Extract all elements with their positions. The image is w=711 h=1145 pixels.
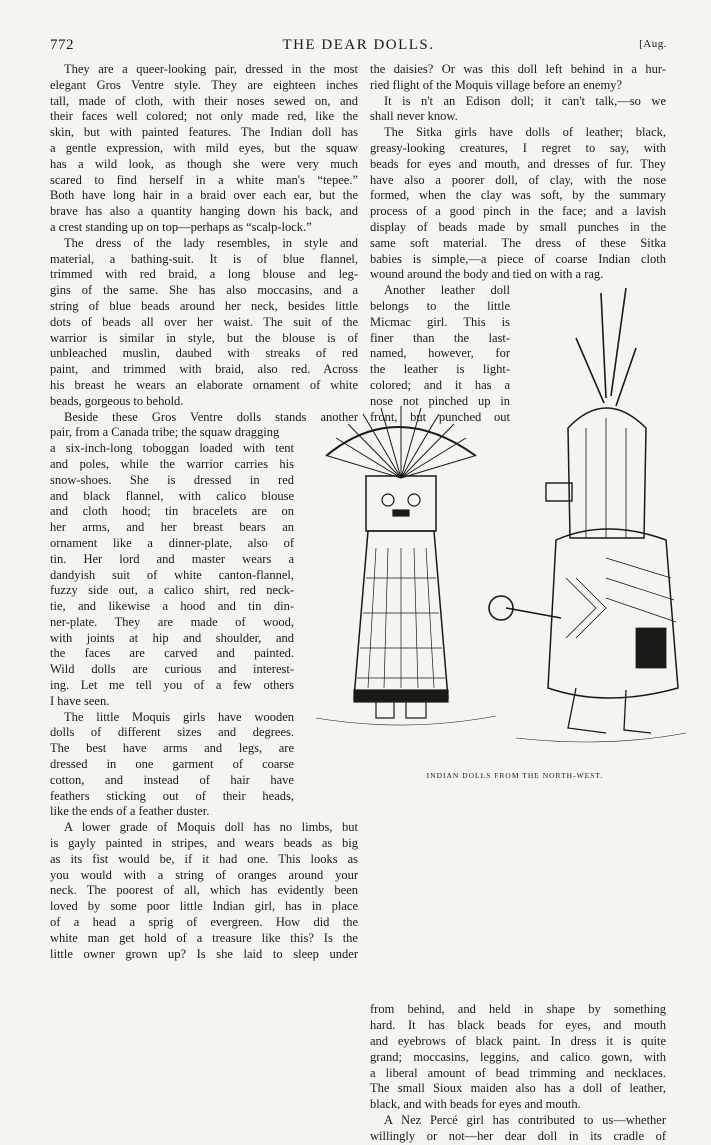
- text-line: front, but punched out: [370, 409, 510, 424]
- text-line: black, and with beads for eyes and mouth.: [370, 1097, 581, 1112]
- paragraph-moquis-wooden: [50, 710, 294, 821]
- running-title: THE DEAR DOLLS.: [282, 37, 435, 53]
- text-line: a six-inch-long toboggan loaded with tent: [50, 441, 294, 456]
- indian-dolls-illustration: [306, 278, 692, 766]
- text-line: shall never know.: [370, 109, 458, 124]
- text-line: from behind, and held in shape by something: [370, 1002, 666, 1017]
- illustration-caption: INDIAN DOLLS FROM THE NORTH-WEST.: [426, 771, 604, 780]
- text-line: wound around the body and tied on with a rag.: [370, 267, 604, 282]
- text-line: their faces well colored; not only made red, like the: [50, 109, 358, 124]
- text-line: her arms, and her breast bears an: [50, 520, 294, 535]
- narrow-text-block: [50, 441, 294, 710]
- text-line: cotton, and instead of hair have: [50, 772, 294, 787]
- text-line: string of blue beads around her neck, besides little: [50, 298, 358, 313]
- text-line: white man get hold of a treasure like this? Is the: [50, 930, 358, 945]
- text-line: formed, when the clay was soft, by the summary: [370, 188, 666, 203]
- text-line: his breast he wears an elaborate ornament of white: [50, 377, 358, 392]
- text-line: They are a queer-looking pair, dressed in the most: [64, 62, 358, 76]
- text-line: Wild dolls are curious and interest-: [50, 662, 294, 677]
- text-line: elegant Gros Ventre style. They are eighteen inches: [50, 77, 358, 92]
- text-line: A Nez Percé girl has contributed to us—whether: [384, 1112, 666, 1127]
- text-line: has a wild look, as though she were very much: [50, 156, 358, 171]
- text-line: process of a good pinch in the face; and a lavish: [370, 204, 666, 219]
- text-line: and cloth hood; tin bracelets are on: [50, 504, 294, 519]
- text-line: dandyish suit of white canton-flannel,: [50, 567, 294, 582]
- text-line: skin, but with painted features. The Indian doll has: [50, 125, 358, 140]
- page-number: 772: [50, 37, 74, 53]
- text-line: a liberal amount of bead trimming and necklaces.: [370, 1065, 666, 1080]
- text-line: like the ends of a feather duster.: [50, 804, 210, 819]
- text-line: display of beads made by small punches in the: [370, 219, 666, 234]
- text-line: scared to find herself in a white man's “tepee.”: [50, 172, 358, 187]
- text-line: colored; and it has a: [370, 377, 510, 392]
- text-line: A lower grade of Moquis doll has no limbs, but: [64, 820, 358, 835]
- text-line: and black flannel, with calico blouse: [50, 488, 294, 503]
- text-line: dressed in one garment of coarse: [50, 757, 294, 772]
- text-line: Micmac girl. This is: [370, 314, 510, 329]
- text-line: pair, from a Canada tribe; the squaw dragging: [50, 425, 280, 440]
- text-line: dots of beads all over her waist. The suit of the: [50, 314, 358, 329]
- text-line: and eyebrows of black paint. In dress it is quite: [370, 1033, 666, 1048]
- text-line: material, a bathing-suit. It is of blue flannel,: [50, 251, 358, 266]
- text-line: tie, and likewise a hood and tin din-: [50, 599, 294, 614]
- text-line: snow-shoes. She is dressed in red: [50, 472, 294, 487]
- text-line: a gentle expression, with mild eyes, but the squaw: [50, 140, 358, 155]
- text-line: brave has also a quantity hanging down his back, and: [50, 204, 358, 219]
- text-line: with joints at hip and shoulder, and: [50, 630, 294, 645]
- text-line: little owner grown up? Is she laid to sleep under: [50, 946, 358, 961]
- text-line: babies is simple,—a piece of coarse Indian cloth: [370, 251, 666, 266]
- text-line: Another leather doll: [384, 283, 510, 298]
- text-line: dolls of different sizes and degrees.: [50, 725, 294, 740]
- text-line: ing. Let me tell you of a few others: [50, 678, 294, 693]
- text-line: It is n't an Edison doll; it can't talk,—so we: [384, 93, 666, 108]
- left-doll: [316, 406, 496, 725]
- text-line: The little Moquis girls have wooden: [64, 709, 294, 724]
- paragraph-gros-ventre-pair: [50, 62, 358, 236]
- text-line: hard. It has black beads for eyes, and mouth: [370, 1018, 666, 1033]
- text-line: neck. The poorest of all, which has evidently been: [50, 883, 358, 898]
- text-line: same soft material. The dress of these Sitka: [370, 235, 666, 250]
- text-line: The best have arms and legs, are: [50, 741, 294, 756]
- paragraph-nez-perce: [370, 1113, 666, 1145]
- text-line: The dress of the lady resembles, in style and: [64, 235, 358, 250]
- text-line: tin. Her lord and master wears a: [50, 551, 294, 566]
- text-line: is gayly painted in stripes, and wears beads as big: [50, 836, 358, 851]
- text-line: ner-plate. They are made of wood,: [50, 614, 294, 629]
- text-line: have also a poorer doll, of clay, with the nose: [370, 172, 666, 187]
- paragraph-micmac-continued: [370, 1002, 666, 1113]
- text-line: grand; moccasins, leggins, and calico gown, with: [370, 1049, 666, 1064]
- text-line: a crest standing up on top—perhaps as “scalp-lock.”: [50, 219, 312, 234]
- text-line: The small Sioux maiden also has a doll of leather,: [370, 1081, 666, 1096]
- text-line: of a head a sprig of evergreen. How did the: [50, 915, 358, 930]
- text-line: warrior is similar in style, but the blouse is of: [50, 330, 358, 345]
- paragraph-daisies: [370, 62, 666, 94]
- text-line: the leather is light-: [370, 362, 510, 377]
- text-line: ried flight of the Moquis village before an enemy?: [370, 77, 623, 92]
- text-line: beads for eyes and mouth, and dresses of fur. They: [370, 156, 666, 171]
- text-line: you would with a string of oranges around your: [50, 867, 358, 882]
- text-line: ornament like a dinner-plate, also of: [50, 535, 294, 550]
- text-line: the daisies? Or was this doll left behind in a hur-: [370, 62, 666, 76]
- text-line: gins of the same. She has also moccasins, and a: [50, 283, 358, 298]
- paragraph-lower-grade: [50, 820, 358, 962]
- right-doll: [489, 288, 686, 742]
- text-line: beads, gorgeous to behold.: [50, 393, 184, 408]
- text-line: Both have long hair in a braid over each ear, but the: [50, 188, 358, 203]
- text-line: The Sitka girls have dolls of leather; black,: [384, 125, 666, 140]
- text-line: nose not pinched up in: [370, 393, 510, 408]
- paragraph-edison: [370, 94, 666, 126]
- text-line: tall, made of cloth, with their noses sewed on, and: [50, 93, 358, 108]
- text-line: feathers sticking out of their heads,: [50, 788, 294, 803]
- text-line: Beside these Gros Ventre dolls stands another: [64, 409, 358, 424]
- text-line: unbleached muslin, daubed with streaks of red: [50, 346, 358, 361]
- text-line: trimmed with red braid, a long blouse and leg-: [50, 267, 358, 282]
- text-line: fuzzy side out, a calico shirt, red neck-: [50, 583, 294, 598]
- text-line: belongs to the little: [370, 298, 510, 313]
- text-line: as its fist would be, if it had one. This looks as: [50, 851, 358, 866]
- issue-month: [Aug.: [639, 38, 667, 50]
- text-line: named, however, for: [370, 346, 510, 361]
- text-line: finer than the last-: [370, 330, 510, 345]
- text-line: willingly or not—her dear doll in its cradle of: [370, 1128, 666, 1143]
- text-line: greasy-looking creatures, I regret to say, with: [370, 140, 666, 155]
- text-line: paint, and trimmed with braid, also red. Across: [50, 362, 358, 377]
- text-line: and poles, while the warrior carries his: [50, 456, 294, 471]
- text-line: loved by some poor little Indian girl, has in place: [50, 899, 358, 914]
- running-header: [50, 37, 667, 55]
- text-line: I have seen.: [50, 693, 110, 708]
- text-line: the faces are carved and painted.: [50, 646, 294, 661]
- paragraph-sitka: [370, 125, 666, 283]
